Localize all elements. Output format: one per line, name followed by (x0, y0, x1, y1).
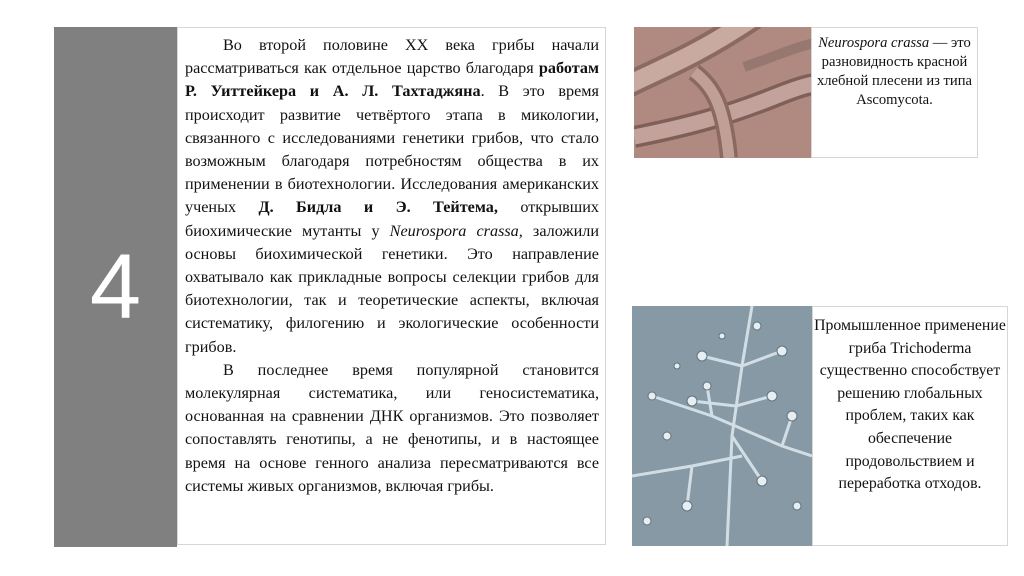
slide-number-bar (54, 27, 177, 547)
species-name: Neurospora crassa, (389, 221, 523, 240)
paragraph-1-text-4: заложили основы биохимической генетики. Это направление охватывало как прикладные вопросы селекции грибов для биотехнологии, так и теоретические аспекты, включая систематику, филогению и экологические особенности грибов. (185, 221, 599, 356)
paragraph-1-text-3: открывших биохимические мутанты у (185, 198, 599, 240)
trichoderma-image (632, 306, 812, 546)
neurospora-crassa-image (634, 27, 811, 158)
neurospora-caption (811, 27, 978, 158)
paragraph-1 (185, 34, 599, 359)
trichoderma-caption: Промышленное применение гриба Trichoderma существенно способствует решению глобальных проблем, таких как обеспечение продовольствием и переработка отходов. (812, 306, 1008, 546)
caption-species: Neurospora crassa (818, 35, 930, 51)
authors-whittaker-takhtajan: работам Р. Уиттейкера и А. Л. Тахтаджяна (185, 59, 599, 101)
paragraph-1-text-2: . В это время происходит развитие четвёртого этапа в микологии, связанного с исследованиями генетики грибов, что стало возможным благодаря потребностям общества в их применении в биотехнологии. Исследования американских ученых (185, 82, 599, 217)
paragraph-2: В последнее время популярной становится молекулярная систематика, или геносистематика, основанная на сравнении ДНК организмов. Это позволяет сопоставлять генотипы, а не фенотипы, и в настоящее время на основе генного анализа пересматриваются все системы живых организмов, включая грибы. (185, 360, 599, 495)
caption-description: — это разновидность красной хлебной плесени из типа Ascomycota. (816, 35, 973, 108)
slide-number: 4 (89, 236, 142, 338)
authors-beadle-tatum: Д. Бидла и Э. Тейтема, (258, 198, 498, 217)
main-text-box (177, 27, 606, 545)
paragraph-1-text: Во второй половине XX века грибы начали рассматриваться как отдельное царство благодаря (185, 36, 599, 78)
